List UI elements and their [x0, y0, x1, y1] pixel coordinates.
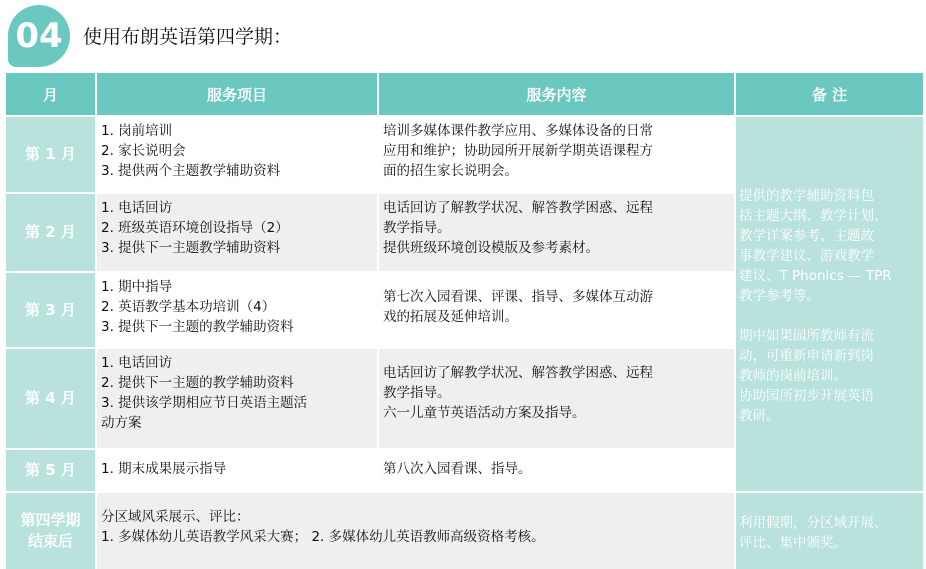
content-line: 应用和维护；协助园所开展新学期英语课程方: [383, 143, 653, 159]
section-heading: 使用布朗英语第四学期：: [83, 26, 293, 48]
list-item: 2. 家长说明会: [101, 143, 186, 159]
note-line: 利用假期，分区域开展、: [739, 515, 888, 531]
month-4-label: 第 4 月: [6, 349, 95, 448]
semester-end-content: [97, 493, 734, 569]
list-item: 3. 提供两个主题教学辅助资料: [101, 163, 281, 179]
note-line: 教学详案参考、主题故: [739, 228, 874, 244]
note-line: 教师的岗前培训。: [739, 368, 847, 384]
list-item: 1. 期末成果展示指导: [101, 461, 227, 477]
month-3-label: 第 3 月: [6, 273, 95, 347]
month-2-content: [379, 194, 734, 271]
list-item: 2. 班级英语环境创设指导（2）: [101, 220, 289, 236]
header-service-items: 服务项目: [97, 73, 377, 115]
semester-end-label-line: 第四学期: [20, 511, 81, 529]
month-2-items: [97, 194, 377, 271]
list-item: 2. 提供下一主题的教学辅助资料: [101, 375, 294, 391]
month-3-content: [379, 273, 734, 347]
content-line: 六一儿童节英语活动方案及指导。: [383, 405, 586, 421]
content-line: 面的招生家长说明会。: [383, 163, 518, 179]
month-1-items: [97, 117, 377, 192]
content-line: 电话回访了解教学状况、解答教学困惑、远程: [383, 365, 653, 381]
month-2-label: 第 2 月: [6, 194, 95, 271]
header-month: 月: [6, 73, 95, 115]
note-line: 协助园所初步开展英语: [739, 388, 874, 404]
content-line: 第七次入园看课、评课、指导、多媒体互动游: [383, 289, 653, 305]
month-4-content: [379, 349, 734, 448]
note-line: 建议、T Phonics — TPR: [739, 268, 892, 284]
note-line: 教学参考等。: [739, 288, 820, 304]
header-service-content: 服务内容: [379, 73, 734, 115]
list-item: 动方案: [101, 415, 142, 431]
semester-end-note: [736, 493, 923, 569]
content-line: 1. 多媒体幼儿英语教学风采大赛； 2. 多媒体幼儿英语教师高级资格考核。: [101, 529, 545, 545]
note-line: 括主题大纲、教学计划、: [739, 208, 888, 224]
content-line: 分区域风采展示、评比：: [101, 509, 250, 525]
month-1-label: 第 1 月: [6, 117, 95, 192]
header-notes: 备 注: [736, 73, 923, 115]
note-line: 提供的教学辅助资料包: [739, 188, 874, 204]
semester-end-label-line: 结束后: [27, 532, 73, 550]
month-3-items: [97, 273, 377, 347]
note-line: 评比、集中颁奖。: [739, 535, 847, 551]
content-line: 戏的拓展及延伸培训。: [383, 309, 518, 325]
note-spacer: [739, 306, 919, 326]
list-item: 1. 电话回访: [101, 200, 173, 216]
list-item: 1. 岗前培训: [101, 123, 173, 139]
month-4-items: [97, 349, 377, 448]
notes-cell: [736, 117, 923, 491]
content-line: 教学指导。: [383, 385, 451, 401]
section-number-badge: 04: [8, 5, 70, 67]
list-item: 3. 提供该学期相应节日英语主题活: [101, 395, 308, 411]
content-line: 培训多媒体课件教学应用、多媒体设备的日常: [383, 123, 653, 139]
list-item: 2. 英语教学基本功培训（4）: [101, 299, 276, 315]
list-item: 1. 电话回访: [101, 355, 173, 371]
content-line: 提供班级环境创设模版及参考素材。: [383, 240, 599, 256]
note-line: 事教学建议、游戏教学: [739, 248, 874, 264]
note-line: 期中如果园所教师有流: [739, 328, 874, 344]
note-line: 动，可重新申请新到岗: [739, 348, 874, 364]
content-line: 电话回访了解教学状况、解答教学困惑、远程: [383, 200, 653, 216]
content-line: 第八次入园看课、指导。: [383, 461, 532, 477]
month-5-label: 第 5 月: [6, 450, 95, 491]
semester-end-label: [6, 493, 95, 569]
content-line: 教学指导。: [383, 220, 451, 236]
note-line: 教研。: [739, 408, 780, 424]
list-item: 3. 提供下一主题的教学辅助资料: [101, 319, 294, 335]
month-5-content: [379, 450, 734, 491]
list-item: 3. 提供下一主题教学辅助资料: [101, 240, 281, 256]
list-item: 1. 期中指导: [101, 279, 173, 295]
month-1-content: [379, 117, 734, 192]
service-schedule-table: [6, 73, 923, 561]
month-5-items: [97, 450, 377, 491]
